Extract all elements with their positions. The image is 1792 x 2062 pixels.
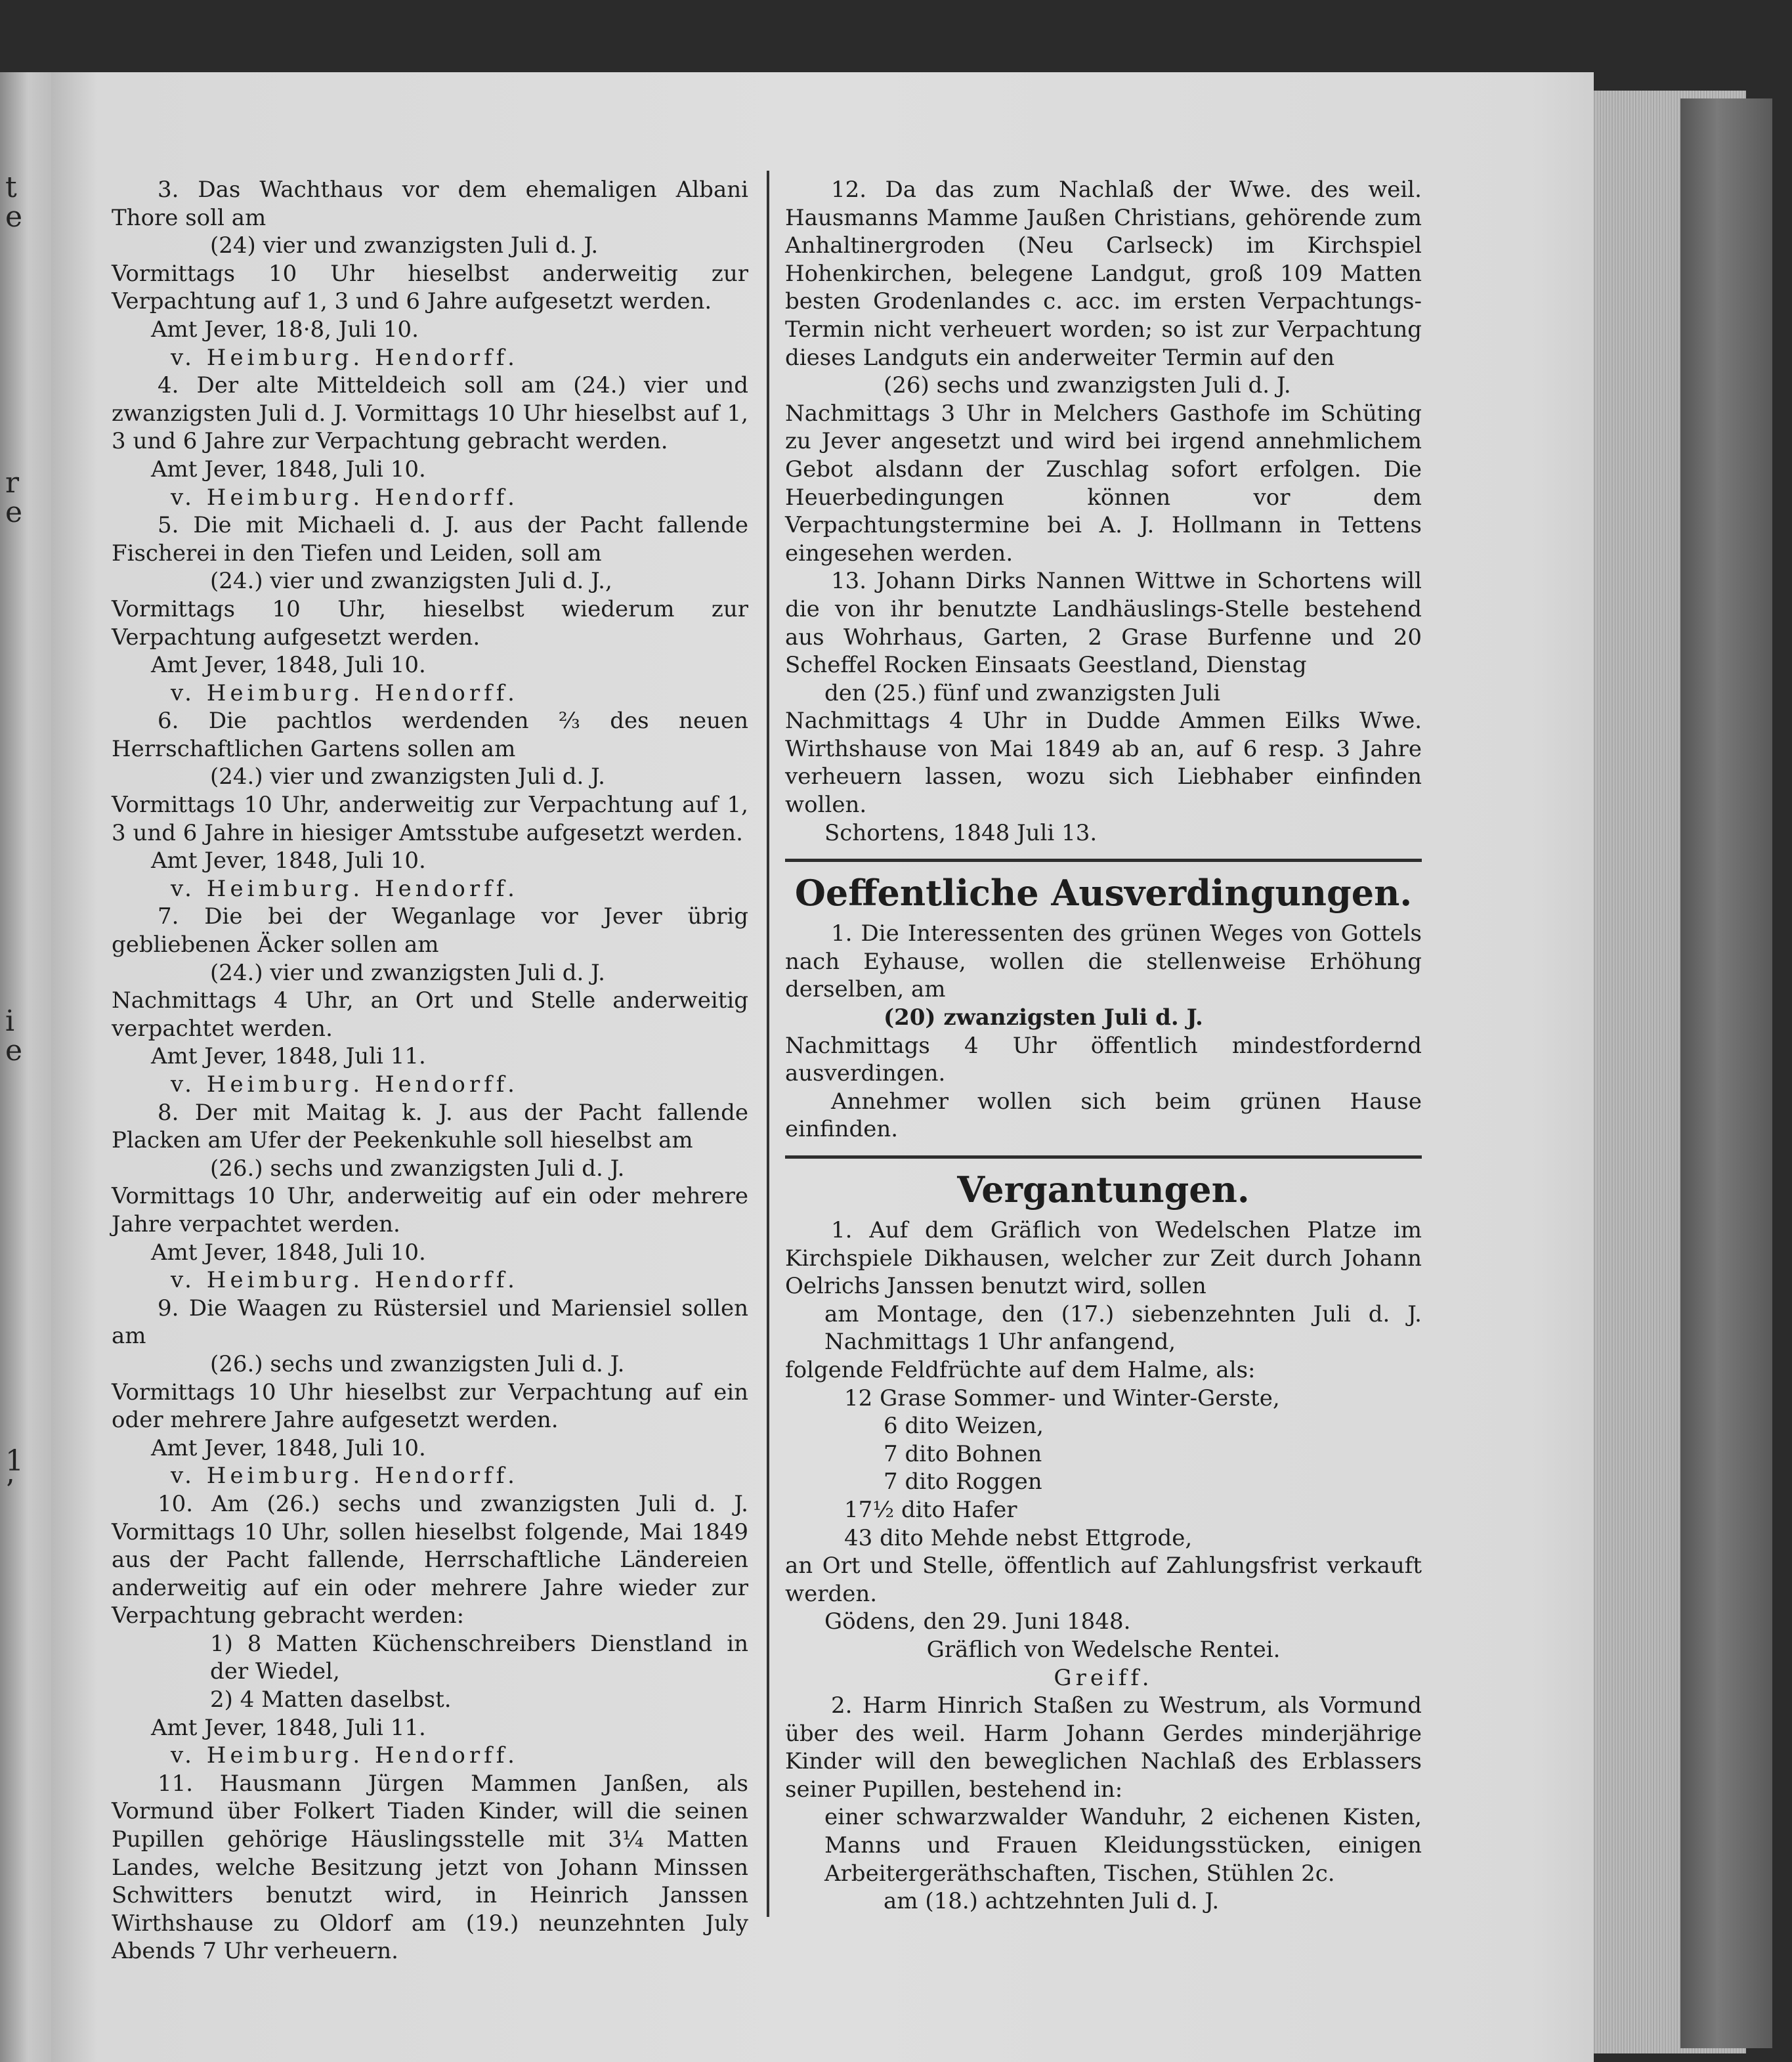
signature-line: v. Heimburg. Hendorff. — [171, 1267, 519, 1294]
notice-line: Gödens, den 29. Juni 1848. — [824, 1608, 1131, 1635]
notice-paragraph: folgende Feldfrüchte auf dem Halme, als: — [785, 1356, 1256, 1383]
notice-paragraph: 9. Die Waagen zu Rüstersiel und Mariensiel sollen am — [112, 1295, 748, 1350]
notice-line: Amt Jever, 18·8, Juli 10. — [151, 316, 419, 343]
signature-line: Greiff. — [1054, 1664, 1153, 1691]
notice-paragraph: Annehmer wollen sich beim grünen Hause einfinden. — [785, 1088, 1422, 1143]
notice-date-line: (20) zwanzigsten Juli d. J. — [884, 1004, 1203, 1031]
left-column — [112, 176, 748, 1965]
section-divider — [785, 859, 1422, 862]
list-item: 1) 8 Matten Küchenschreibers Dienstland in der Wiedel, — [210, 1630, 748, 1685]
facing-page-edge — [0, 72, 51, 2062]
list-item: 43 dito Mehde nebst Ettgrode, — [844, 1524, 1193, 1551]
facing-page-fragment: ’ — [5, 1474, 14, 1507]
facing-page-fragment: 1 — [5, 1444, 24, 1478]
notice-line: Amt Jever, 1848, Juli 10. — [151, 652, 426, 679]
notice-paragraph: 1. Auf dem Gräflich von Wedelschen Platze im Kirchspiele Dikhausen, welcher zur Zeit durch Johann Oelrichs Janssen benutzt wird, sollen — [785, 1217, 1422, 1300]
notice-paragraph: 7. Die bei der Weganlage vor Jever übrig gebliebenen Äcker sollen am — [112, 903, 748, 958]
notice-paragraph: 3. Das Wachthaus vor dem ehemaligen Albani Thore soll am — [112, 177, 748, 231]
list-item: 7 dito Roggen — [884, 1469, 1042, 1495]
notice-line: Amt Jever, 1848, Juli 10. — [151, 1434, 426, 1461]
notice-line: Amt Jever, 1848, Juli 10. — [151, 456, 426, 483]
notice-paragraph: Nachmittags 3 Uhr in Melchers Gasthofe im Schüting zu Jever angesetzt und wird bei irgend annehmlichem Gebot alsdann der Zuschlag sofort erfolgen. Die Heuerbedingungen können vor dem Verpachtungstermine bei A. J. Hollmann in Tettens eingesehen werden. — [785, 400, 1422, 567]
signature-line: v. Heimburg. Hendorff. — [171, 484, 519, 511]
notice-paragraph: 1. Die Interessenten des grünen Weges von Gottels nach Eyhause, wollen die stellenweise Erhöhung derselben, am — [785, 920, 1422, 1003]
signature-line: v. Heimburg. Hendorff. — [171, 1742, 519, 1769]
notice-date-line: am (18.) achtzehnten Juli d. J. — [884, 1888, 1220, 1915]
column-divider — [767, 171, 769, 1917]
notice-paragraph: 4. Der alte Mitteldeich soll am (24.) vier und zwanzigsten Juli d. J. Vormittags 10 Uhr hieselbst auf 1, 3 und 6 Jahre zur Verpachtung gebracht werden. — [112, 372, 748, 455]
list-item: 2) 4 Matten daselbst. — [210, 1686, 452, 1713]
notice-date-line: (26) sechs und zwanzigsten Juli d. J. — [884, 372, 1291, 399]
notice-paragraph: Nachmittags 4 Uhr öffentlich mindestfordernd ausverdingen. — [785, 1032, 1422, 1087]
list-item: 17½ dito Hafer — [844, 1496, 1017, 1523]
notice-paragraph: Vormittags 10 Uhr, hieselbst wiederum zur Verpachtung aufgesetzt werden. — [112, 595, 748, 651]
notice-paragraph: Nachmittags 4 Uhr, an Ort und Stelle anderweitig verpachtet werden. — [112, 987, 748, 1042]
notice-date-line: (24.) vier und zwanzigsten Juli d. J. — [210, 959, 605, 986]
notice-line: Amt Jever, 1848, Juli 10. — [151, 848, 426, 874]
list-item: 12 Grase Sommer- und Winter-Gerste, — [844, 1385, 1280, 1411]
notice-date-line: (24.) vier und zwanzigsten Juli d. J. — [210, 763, 605, 790]
notice-line: Amt Jever, 1848, Juli 10. — [151, 1239, 426, 1266]
notice-paragraph: 2. Harm Hinrich Staßen zu Westrum, als Vormund über des weil. Harm Johann Gerdes minderjährige Kinder will den beweglichen Nachlaß des Erblassers seiner Pupillen, bestehend in: — [785, 1692, 1422, 1803]
notice-line: einer schwarzwalder Wanduhr, 2 eichenen Kisten, Manns und Frauen Kleidungsstücken, einigen Arbeitergeräthschaften, Tischen, Stühlen 2c. — [824, 1804, 1422, 1887]
notice-paragraph: Vormittags 10 Uhr, anderweitig zur Verpachtung auf 1, 3 und 6 Jahre in hiesiger Amtsstube aufgesetzt werden. — [112, 792, 748, 846]
notice-paragraph: 10. Am (26.) sechs und zwanzigsten Juli d. J. Vormittags 10 Uhr, sollen hieselbst folgende, Mai 1849 aus der Pacht fallende, Herrschaftliche Ländereien anderweitig auf ein oder mehrere Jahre wieder zur Verpachtung gebracht werden: — [112, 1490, 748, 1629]
facing-page-fragment: e — [5, 200, 23, 234]
signature-line: v. Heimburg. Hendorff. — [171, 875, 519, 902]
signature-line: v. Heimburg. Hendorff. — [171, 1463, 519, 1490]
facing-page-fragment: r — [5, 466, 20, 500]
notice-date-line: (24) vier und zwanzigsten Juli d. J. — [210, 232, 599, 259]
right-column — [785, 176, 1422, 1916]
notice-paragraph: 5. Die mit Michaeli d. J. aus der Pacht fallende Fischerei in den Tiefen und Leiden, soll am — [112, 512, 748, 567]
notice-paragraph: an Ort und Stelle, öffentlich auf Zahlungsfrist verkauft werden. — [785, 1553, 1422, 1607]
notice-paragraph: 13. Johann Dirks Nannen Wittwe in Schortens will die von ihr benutzte Landhäuslings-Stelle bestehend aus Wohrhaus, Garten, 2 Grase Burfenne und 20 Scheffel Rocken Einsaats Geestland, Dienstag — [785, 568, 1422, 679]
notice-line: Schortens, 1848 Juli 13. — [824, 819, 1098, 846]
facing-page-fragment: e — [5, 496, 23, 529]
notice-line: Amt Jever, 1848, Juli 11. — [151, 1043, 426, 1070]
notice-paragraph: Vormittags 10 Uhr hieselbst anderweitig zur Verpachtung auf 1, 3 und 6 Jahre aufgesetzt werden. — [112, 260, 748, 315]
signature-line: v. Heimburg. Hendorff. — [171, 344, 519, 371]
facing-page-fragment: e — [5, 1034, 23, 1067]
notice-line: den (25.) fünf und zwanzigsten Juli — [824, 679, 1221, 706]
notice-line: am Montage, den (17.) siebenzehnten Juli d. J. Nachmittags 1 Uhr anfangend, — [824, 1300, 1422, 1356]
signature-line: v. Heimburg. Hendorff. — [171, 1071, 519, 1098]
list-item: 7 dito Bohnen — [884, 1440, 1042, 1467]
notice-paragraph: 6. Die pachtlos werdenden ⅔ des neuen Herrschaftlichen Gartens sollen am — [112, 708, 748, 762]
facing-page-fragment: i — [5, 1004, 15, 1038]
section-title: Vergantungen. — [957, 1169, 1250, 1211]
notice-date-line: (26.) sechs und zwanzigsten Juli d. J. — [210, 1350, 625, 1377]
section-title: Oeffentliche Ausverdingungen. — [794, 872, 1413, 914]
facing-page-fragment: t — [5, 171, 17, 204]
notice-paragraph: 8. Der mit Maitag k. J. aus der Pacht fallende Placken am Ufer der Peekenkuhle soll hieselbst am — [112, 1099, 748, 1154]
list-item: 6 dito Weizen, — [884, 1413, 1044, 1440]
notice-date-line: (26.) sechs und zwanzigsten Juli d. J. — [210, 1155, 625, 1182]
notice-paragraph: 12. Da das zum Nachlaß der Wwe. des weil. Hausmanns Mamme Jaußen Christians, gehörende zum Anhaltinergroden (Neu Carlseck) im Kirchspiel Hohenkirchen, belegene Landgut, groß 109 Matten besten Grodenlandes c. acc. im ersten Verpachtungs-Termin nicht verheuert worden; so ist zur Verpachtung dieses Landguts ein anderweiter Termin auf den — [785, 177, 1422, 371]
notice-paragraph: Nachmittags 4 Uhr in Dudde Ammen Eilks Wwe. Wirthshause von Mai 1849 ab an, auf 6 resp. 3 Jahre verheuern lassen, wozu sich Liebhaber einfinden wollen. — [785, 708, 1422, 819]
signature-line: v. Heimburg. Hendorff. — [171, 679, 519, 706]
issuer-line: Gräflich von Wedelsche Rentei. — [926, 1636, 1281, 1663]
section-divider — [785, 1155, 1422, 1159]
notice-date-line: (24.) vier und zwanzigsten Juli d. J., — [210, 568, 612, 595]
notice-paragraph: Vormittags 10 Uhr, anderweitig auf ein oder mehrere Jahre verpachtet werden. — [112, 1183, 748, 1237]
notice-paragraph: 11. Hausmann Jürgen Mammen Janßen, als Vormund über Folkert Tiaden Kinder, will die seinen Pupillen gehörige Häuslingsstelle mit 3¼ Matten Landes, welche Besitzung jetzt von Johann Minssen Schwitters benutzt wird, in Heinrich Janssen Wirthshause zu Oldorf am (19.) neunzehnten July Abends 7 Uhr verheuern. — [112, 1770, 748, 1965]
book-cover — [1680, 98, 1772, 2048]
notice-line: Amt Jever, 1848, Juli 11. — [151, 1714, 426, 1741]
notice-paragraph: Vormittags 10 Uhr hieselbst zur Verpachtung auf ein oder mehrere Jahre aufgesetzt werden. — [112, 1379, 748, 1434]
